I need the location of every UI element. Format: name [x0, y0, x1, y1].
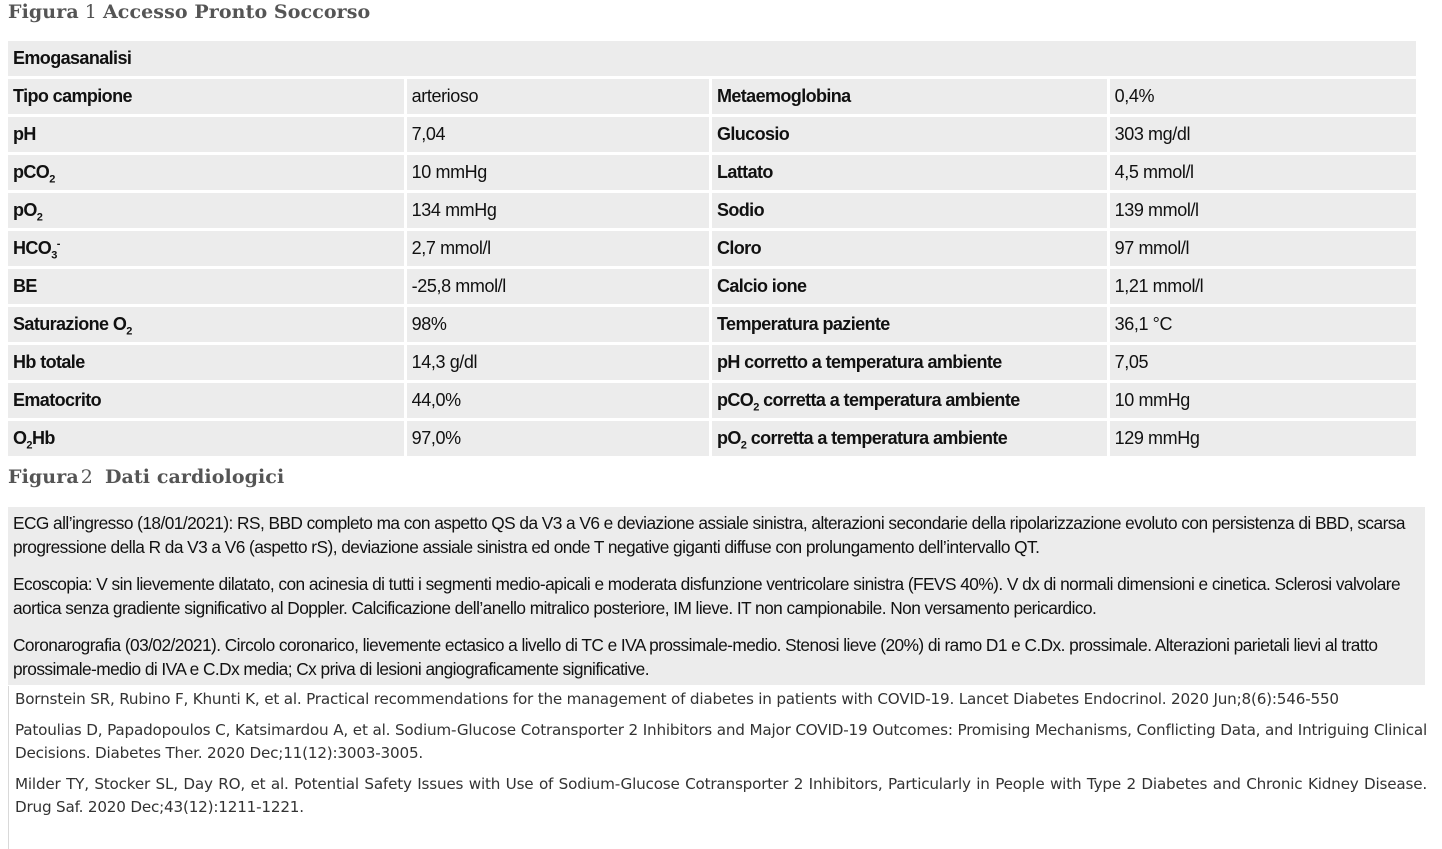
param-label-text: pO: [716, 428, 741, 448]
param-value: 98%: [407, 307, 712, 342]
table-header-row: [8, 41, 1416, 76]
table-row: [8, 421, 1416, 456]
param-label: [8, 421, 407, 456]
param-label: Cloro: [712, 231, 1110, 266]
param-label: [712, 383, 1110, 418]
param-label: [712, 421, 1110, 456]
references-list: [15, 688, 1427, 827]
figure-2-number: 2: [80, 466, 93, 488]
param-value: 7,04: [407, 117, 712, 152]
reference-item: Milder TY, Stocker SL, Day RO, et al. Potential Safety Issues with Use of Sodium-Glucose Cotransporter 2 Inhibitors, Particularly in People with Type 2 Diabetes and Chronic Kidney Disease. Drug Saf. 2020 Dec;43(12):1211-1221.: [15, 775, 1427, 816]
param-label: Lattato: [712, 155, 1110, 190]
param-value: 139 mmol/l: [1110, 193, 1416, 228]
param-label-text: corretta a temperatura ambiente: [746, 428, 1008, 448]
param-label-subscript: 3: [51, 249, 57, 262]
figure-1-label: Figura: [8, 1, 79, 23]
param-value: 10 mmHg: [407, 155, 712, 190]
param-label: Metaemoglobina: [712, 79, 1110, 114]
param-label-subscript: 2: [753, 401, 759, 414]
param-value: 129 mmHg: [1110, 421, 1416, 456]
figure-2-title: [8, 466, 284, 488]
param-value: -25,8 mmol/l: [407, 269, 712, 304]
param-label: Sodio: [712, 193, 1110, 228]
param-value: 97 mmol/l: [1110, 231, 1416, 266]
table-row: [8, 193, 1416, 228]
param-label: [8, 155, 407, 190]
param-label-text: pCO: [13, 162, 50, 182]
param-label-text: Saturazione O: [13, 314, 127, 334]
param-label: Ematocrito: [8, 383, 407, 418]
blood-gas-table: [8, 38, 1416, 459]
param-value: 36,1 °C: [1110, 307, 1416, 342]
param-value: 4,5 mmol/l: [1110, 155, 1416, 190]
param-label: Hb totale: [8, 345, 407, 380]
param-value: 2,7 mmol/l: [407, 231, 712, 266]
param-value: 1,21 mmol/l: [1110, 269, 1416, 304]
table-row: [8, 269, 1416, 304]
param-value: 10 mmHg: [1110, 383, 1416, 418]
param-value: 97,0%: [407, 421, 712, 456]
param-label: pH: [8, 117, 407, 152]
table-row: [8, 307, 1416, 342]
reference-item: Patoulias D, Papadopoulos C, Katsimardou A, et al. Sodium-Glucose Cotransporter 2 Inhibitors and Major COVID-19 Outcomes: Promising Mechanisms, Conflicting Data, and Intriguing Clinical Decisions. Diabetes Ther. 2020 Dec;11(12):3003-3005.: [15, 721, 1427, 762]
param-label: [8, 193, 407, 228]
param-label-subscript: 2: [36, 211, 43, 224]
param-label-text: HCO: [13, 238, 52, 258]
references-border: [8, 686, 9, 849]
table-row: [8, 117, 1416, 152]
param-label-text: O: [13, 428, 27, 448]
param-label: Calcio ione: [712, 269, 1110, 304]
table-row: [8, 231, 1416, 266]
param-label-subscript: 2: [26, 439, 32, 452]
table-row: [8, 383, 1416, 418]
param-label: Temperatura paziente: [712, 307, 1110, 342]
table-header: Emogasanalisi: [8, 41, 1416, 76]
param-label: Glucosio: [712, 117, 1110, 152]
reference-item: Bornstein SR, Rubino F, Khunti K, et al. Practical recommendations for the management of diabetes in patients with COVID-19. Lancet Diabetes Endocrinol. 2020 Jun;8(6):546-550: [15, 690, 1339, 708]
param-value: 134 mmHg: [407, 193, 712, 228]
param-label: Tipo campione: [8, 79, 407, 114]
figure-1-heading: Accesso Pronto Soccorso: [102, 1, 371, 23]
param-value: 14,3 g/dl: [407, 345, 712, 380]
param-label: BE: [8, 269, 407, 304]
param-value: 7,05: [1110, 345, 1416, 380]
param-value: 303 mg/dl: [1110, 117, 1416, 152]
cardiology-paragraph-coronarografia: Coronarografia (03/02/2021). Circolo coronarico, lievemente ectasico a livello di TC e IVA prossimale-medio. Stenosi lieve (20%) di ramo D1 e C.Dx. prossimale. Alterazioni parietali lievi al tratto prossimale-medio di IVA e C.Dx media; Cx priva di lesioni angiograficamente significative.: [13, 635, 1378, 679]
param-label-text: Hb: [31, 428, 55, 448]
table-row: [8, 79, 1416, 114]
param-value: 44,0%: [407, 383, 712, 418]
cardiology-box: [8, 507, 1425, 685]
cardiology-paragraph-ecoscopia: Ecoscopia: V sin lievemente dilatato, con acinesia di tutti i segmenti medio-apicali e moderata disfunzione ventricolare sinistra (FEVS 40%). V dx di normali dimensioni e cinetica. Sclerosi valvolare aortica senza gradiente significativo al Doppler. Calcificazione dell’anello mitralico posteriore, IM lieve. IT non campionabile. Non versamento pericardico.: [13, 574, 1401, 618]
param-value: 0,4%: [1110, 79, 1416, 114]
param-label: pH corretto a temperatura ambiente: [712, 345, 1110, 380]
param-label-subscript: 2: [126, 325, 132, 338]
figure-1-number: 1: [84, 1, 97, 23]
param-label: [8, 307, 407, 342]
cardiology-paragraph-ecg: ECG all’ingresso (18/01/2021): RS, BBD completo ma con aspetto QS da V3 a V6 e deviazione assiale sinistra, alterazioni secondarie della ripolarizzazione evoluto con persistenza di BBD, scarsa progressione della R da V3 a V6 (aspetto rS), deviazione assiale sinistra ed onde T negative giganti diffuse con prolungamento dell’intervallo QT.: [13, 513, 1405, 557]
param-label-subscript: 2: [49, 173, 55, 186]
figure-2-heading: Dati cardiologici: [104, 466, 285, 488]
param-label-subscript: 2: [740, 439, 747, 452]
param-label-text: pO: [13, 200, 37, 220]
param-label-superscript: -: [56, 238, 60, 250]
param-label-text: pCO: [716, 390, 754, 410]
param-value: arterioso: [407, 79, 712, 114]
figure-2-label: Figura: [8, 466, 79, 488]
table-row: [8, 345, 1416, 380]
param-label-text: corretta a temperatura ambiente: [758, 390, 1020, 410]
figure-1-title: [8, 1, 370, 23]
table-row: [8, 155, 1416, 190]
param-label: [8, 231, 407, 266]
